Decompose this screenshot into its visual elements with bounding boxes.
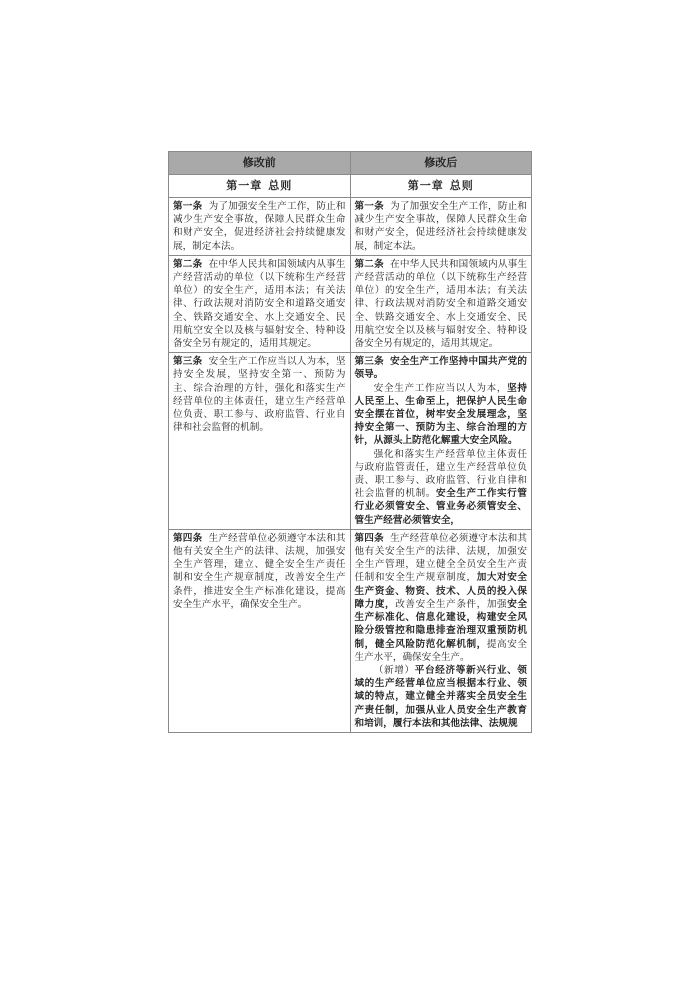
chapter-before xyxy=(169,175,351,198)
chapter-row xyxy=(169,175,532,198)
article-number: 第四条 xyxy=(354,532,384,544)
article-paragraph xyxy=(173,355,346,434)
article-before-cell xyxy=(169,255,351,352)
chapter-num: 第一章 xyxy=(226,179,263,193)
article-text: 安全生产工作应当以人为本，坚持安全发展，坚持安全第一、预防为主、综合治理的方针，强化和落实生产经营单位的主体责任，建立生产经营单位负责、职工参与、政府监管、行业自律和社会监督的机制。 xyxy=(173,356,346,434)
comparison-table xyxy=(168,151,532,733)
chapter-after xyxy=(350,175,532,198)
article-text: 在中华人民共和国领域内从事生产经营活动的单位（以下统称生产经营单位）的安全生产，适用本法；有关法律、行政法规对消防安全和道路交通安全、铁路交通安全、水上交通安全、民用航空安全以及核与辐射安全、特种设备安全另有规定的，适用其规定。 xyxy=(173,258,346,350)
article-before-cell xyxy=(169,198,351,256)
article-before-cell xyxy=(169,529,351,732)
article-paragraph xyxy=(173,200,346,253)
article-number: 第二条 xyxy=(354,258,384,270)
article-paragraph xyxy=(173,532,346,611)
article-text: 为了加强安全生产工作，防止和减少生产安全事故，保障人民群众生命和财产安全，促进经济社会持续健康发展，制定本法。 xyxy=(173,201,346,252)
article-text: 提高安全生产水平，确保安全生产。 xyxy=(354,638,528,663)
article-row xyxy=(169,255,532,352)
header-row xyxy=(169,152,532,175)
chapter-title: 总则 xyxy=(449,179,474,193)
article-paragraph xyxy=(355,258,528,350)
article-number: 第一条 xyxy=(173,201,203,212)
article-text: 安全生产工作应当以人为本， xyxy=(373,382,508,394)
article-paragraph xyxy=(355,448,528,527)
article-paragraph xyxy=(355,355,528,381)
article-text: 在中华人民共和国领域内从事生产经营活动的单位（以下统称生产经营单位）的安全生产，适用本法；有关法律、行政法规对消防安全和道路交通安全、铁路交通安全、水上交通安全、民用航空安全以及核与辐射安全、特种设备安全另有规定的，适用其规定。 xyxy=(354,258,528,350)
article-after-cell xyxy=(350,529,532,732)
changed-text: 安全生产工作实行管行业必须管安全、管业务必须管安全、管生产经营必须管安全， xyxy=(354,488,527,526)
article-paragraph xyxy=(355,382,528,448)
articles-body xyxy=(169,198,532,733)
article-row xyxy=(169,353,532,530)
changed-text: 加大对安全生产资金、物资、技术、人员的投入保障力度， xyxy=(354,572,528,610)
chapter-title: 总则 xyxy=(268,179,293,193)
article-after-cell xyxy=(350,255,532,352)
article-row xyxy=(169,198,532,256)
article-text: 生产经营单位必须遵守本法和其他有关安全生产的法律、法规，加强安全生产管理，建立、健全安全生产责任制和安全生产规章制度，改善安全生产条件，推进安全生产标准化建设，提高安全生产水平，确保安全生产。 xyxy=(173,532,346,610)
changed-text: 平台经济等新兴行业、领域的生产经营单位应当根据本行业、领域的特点，建立健全并落实全员安全生产责任制，加强从业人员安全生产教育和培训，履行本法和其他法律、法规规 xyxy=(354,664,527,729)
changed-text: 安全生产标准化、信息化建设，构建安全风险分级管控和隐患排查治理双重预防机制，健全风险防范化解机制， xyxy=(354,598,528,650)
header-before: 修改前 xyxy=(169,152,351,175)
chapter-num: 第一章 xyxy=(407,179,444,193)
article-number: 第一条 xyxy=(354,201,384,212)
article-row xyxy=(169,529,532,732)
header-after: 修改后 xyxy=(350,152,532,175)
article-text: 为了加强安全生产工作，防止和减少生产安全事故，保障人民群众生命和财产安全，促进经济社会持续健康发展，制定本法。 xyxy=(354,201,528,252)
article-paragraph xyxy=(355,664,528,730)
article-text: 强化和落实生产经营单位主体责任与政府监管责任，建立生产经营单位负责、职工参与、政府监管、行业自律和社会监督的机制。 xyxy=(354,448,527,500)
article-text: （新增） xyxy=(373,664,415,676)
article-number: 第三条 xyxy=(354,356,384,368)
article-number: 第三条 xyxy=(173,356,203,368)
article-before-cell xyxy=(169,353,351,530)
article-paragraph xyxy=(173,258,346,350)
article-after-cell xyxy=(350,198,532,256)
article-paragraph xyxy=(355,532,528,664)
article-text: 生产经营单位必须遵守本法和其他有关安全生产的法律、法规，加强安全生产管理，建立健全全员安全生产责任制和安全生产规章制度， xyxy=(354,532,528,584)
article-number: 第四条 xyxy=(173,532,203,544)
changed-text: 安全生产工作坚持中国共产党的领导。 xyxy=(354,356,528,381)
article-paragraph xyxy=(355,200,528,253)
article-text: 改善安全生产条件，加强 xyxy=(395,598,508,610)
article-number: 第二条 xyxy=(173,258,203,270)
changed-text: 坚持人民至上、生命至上，把保护人民生命安全摆在首位，树牢安全发展理念，坚持安全第一、预防为主、综合治理的方针，从源头上防范化解重大安全风险。 xyxy=(354,382,527,447)
article-after-cell xyxy=(350,353,532,530)
